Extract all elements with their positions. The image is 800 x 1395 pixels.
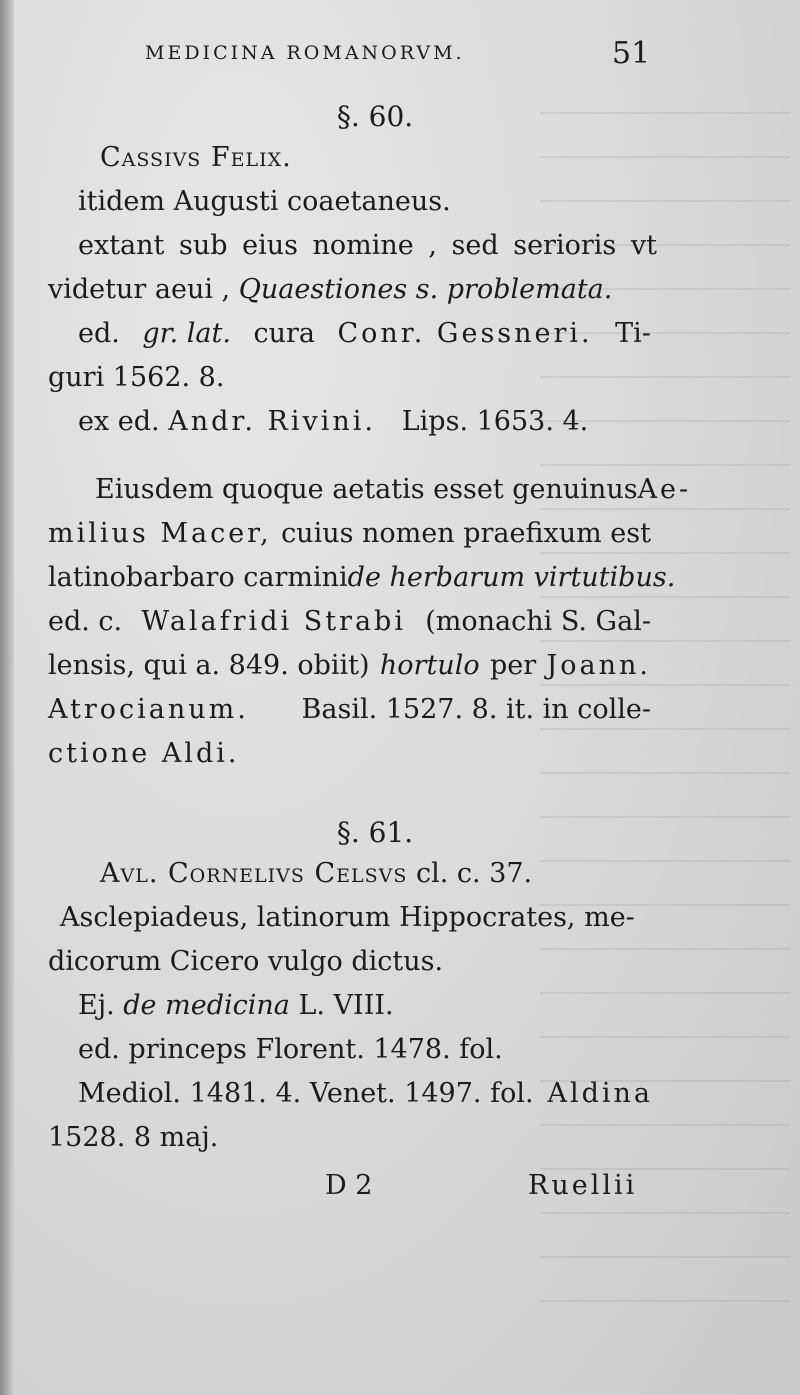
page-number: 51 [612, 36, 651, 71]
author-celsus: Avl. Cornelivs Celsvs [100, 858, 408, 889]
section-heading-61: §. 61. [336, 816, 414, 849]
text-line [48, 560, 676, 596]
text-line [48, 648, 651, 684]
text-line [95, 472, 692, 508]
text-span: L. VIII. [298, 990, 394, 1021]
text-span: per [489, 650, 537, 681]
text-span: (monachi S. Gal- [425, 606, 651, 637]
text-span: cuius nomen praefixum est [281, 518, 651, 549]
text-line [78, 404, 683, 440]
text-line [48, 516, 651, 552]
text-span: Lips. 1653. 4. [401, 406, 589, 437]
text-line: itidem Augusti coaetaneus. [78, 186, 451, 217]
text-span: lensis, qui a. 849. obiit) [48, 650, 370, 681]
text-line: Asclepiadeus, latinorum Hippocrates, me- [60, 902, 635, 933]
text-line: guri 1562. 8. [48, 362, 225, 393]
text-line [78, 316, 651, 352]
text-span: ed. [78, 318, 120, 349]
text-span: Mediol. 1481. 4. Venet. 1497. fol. [78, 1078, 534, 1109]
text-span: Ti- [615, 318, 651, 349]
text-line [48, 604, 651, 640]
text-span: ex ed. [78, 406, 160, 437]
text-line: 1528. 8 maj. [48, 1122, 219, 1153]
text-line: dicorum Cicero vulgo dictus. [48, 946, 444, 977]
author-name: Atrocianum. [48, 694, 249, 725]
text-span: latinobarbaro carmini [48, 562, 348, 593]
work-title: Quaestiones s. problemata. [238, 274, 613, 305]
text-line [48, 272, 653, 308]
text-line [78, 1076, 653, 1112]
text-span: videtur aeui , [48, 274, 231, 305]
author-cassius-felix: Cassivs Felix. [100, 142, 292, 173]
text-line [48, 692, 651, 728]
author-name: Joann. [546, 650, 651, 681]
text-line [78, 988, 683, 1024]
catchword: Ruellii [528, 1170, 638, 1201]
editor-name: Conr. Gessneri. [337, 318, 593, 349]
text-line: ed. princeps Florent. 1478. fol. [78, 1034, 503, 1065]
work-title: de herbarum virtutibus. [347, 562, 676, 593]
author-name: Walafridi Strabi [141, 606, 406, 637]
author-name: Ae- [637, 474, 692, 505]
publisher-name: Aldina [547, 1078, 653, 1109]
work-title: de medicina [123, 990, 290, 1021]
language-note: gr. lat. [142, 318, 231, 349]
cross-reference: cl. c. 37. [415, 858, 533, 889]
author-line [100, 856, 705, 892]
section-heading-60: §. 60. [336, 100, 414, 133]
text-line: extant sub eius nomine , sed serioris vt [78, 230, 657, 261]
editor-name: Andr. Rivini. [168, 406, 376, 437]
text-span: Basil. 1527. 8. it. in colle- [301, 694, 651, 725]
text-line [48, 736, 653, 772]
text-span: ctione Aldi. [48, 738, 240, 769]
running-head: MEDICINA ROMANORVM. [145, 42, 465, 64]
text-span: Eiusdem quoque aetatis esset genuinus [95, 474, 638, 505]
author-name: milius Macer, [48, 518, 272, 549]
work-title: hortulo [379, 650, 480, 681]
text-span: cura [253, 318, 315, 349]
text-span: Ej. [78, 990, 115, 1021]
text-span: ed. c. [48, 606, 123, 637]
signature-mark: D 2 [325, 1170, 373, 1201]
page-gutter-shadow [0, 0, 14, 1395]
